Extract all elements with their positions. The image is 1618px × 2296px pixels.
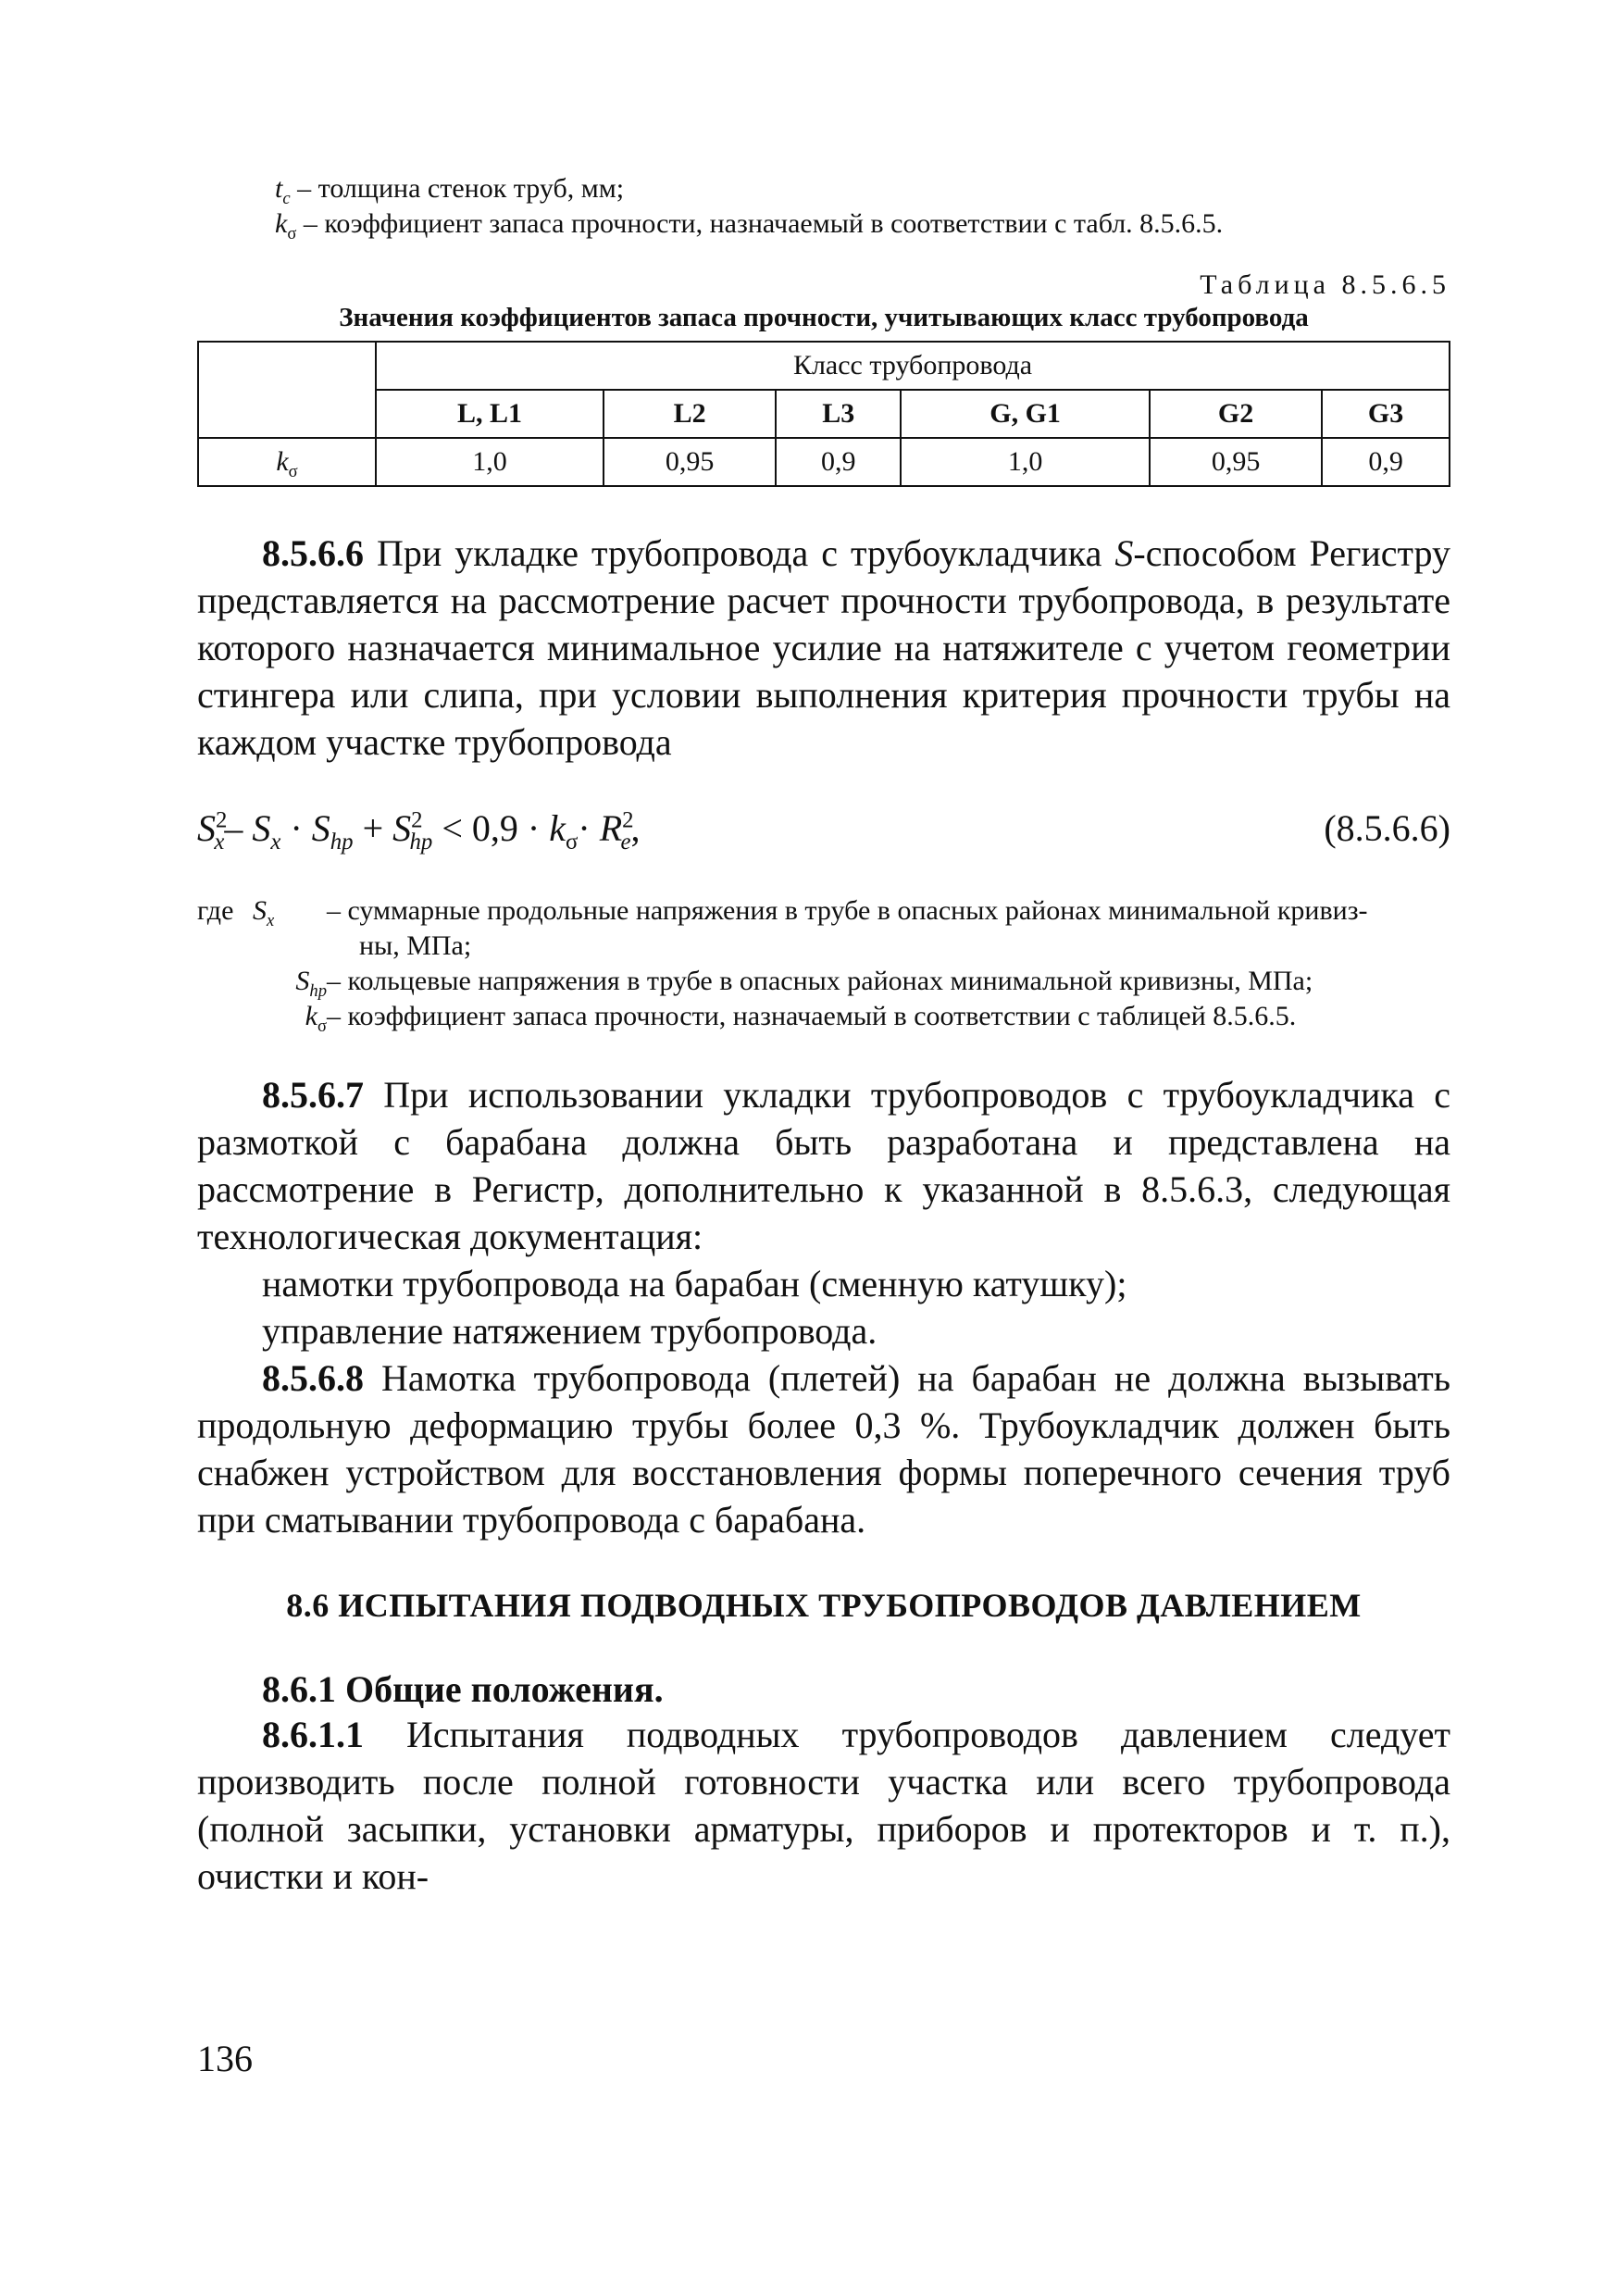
clause-number: 8.5.6.6 [262,532,364,574]
table-cell: 0,95 [1150,438,1322,486]
clause-number: 8.5.6.8 [262,1357,364,1399]
list-item: намотки трубопровода на барабан (сменную катушку); [262,1263,1127,1304]
table-row [198,438,1450,486]
paragraph-8-5-6-6: 8.5.6.6 При укладке трубопровода с трубоукладчика S-способом Регистру представляется на рассмотрение расчет прочности трубопровода, в результате которого назначается минимальное усилие на натяжителе с учетом геометрии стингера или слипа, при условии выполнения критерия прочности трубы на каждом участке трубопровода [197,532,1450,763]
table-cell: 0,9 [1322,438,1450,486]
table-caption: Таблица 8.5.6.5 [1200,269,1450,300]
table-col-header: L, L1 [376,390,604,438]
table-cell: 0,9 [776,438,901,486]
table-group-header: Класс трубопровода [376,342,1450,390]
list-item: управление натяжением трубопровода. [262,1310,877,1352]
table-col-header: G3 [1322,390,1450,438]
def-shp: $S_{hp}$ – кольцевые напряжения в трубе в опасных районах минимальной кривизны, МПа; [295,966,1313,1001]
table-header-row-classes [198,390,1450,438]
paragraph-8-6-1-1: 8.6.1.1 Испытания подводных трубопроводов давлением следует производить после полной готовности участка или всего трубопровода (полной засыпки, установки арматуры, приборов и протекторов и т. п.), очистки и кон- [197,1714,1450,1897]
subsection-heading: 8.6.1 Общие положения. [262,1668,664,1710]
table-header-row-group [198,342,1450,390]
def-sx: где $S_x$ – суммарные продольные напряжения в трубе в опасных районах минимальной кривиз- [197,895,1368,930]
table-corner-cell [198,342,376,438]
table-cell: 0,95 [604,438,776,486]
table-title: Значения коэффициентов запаса прочности, учитывающих класс трубопровода [339,303,1309,332]
def-tc: $t_c$ – толщина стенок труб, мм; [275,173,625,208]
safety-factor-table [197,341,1450,487]
clause-number: 8.6.1.1 [262,1714,364,1755]
top-definitions [197,171,1450,242]
paragraph-8-5-6-7: 8.5.6.7 При использовании укладки трубопроводов с трубоукладчика с размоткой с барабана должна быть разработана и представлена на рассмотрение в Регистр, дополнительно к указанной в 8.5.6.3, следующая технологическая документация: намотки трубопровода на барабан (сменную катушку); управление натяжением трубопровода. [197,1071,1450,1354]
table-cell: 1,0 [376,438,604,486]
def-k-sigma: $k_\sigma$ – коэффициент запаса прочности, назначаемый в соответствии с табл. 8.5.6.5. [275,208,1224,243]
formula-expression: $S^2_x-$ $S_x \cdot S_{hp} + S^2_{hp} < 0,9 \cdot k_\sigma\cdot R^2_e$, [197,807,641,855]
table-col-header: G, G1 [901,390,1150,438]
section-heading: 8.6 ИСПЫТАНИЯ ПОДВОДНЫХ ТРУБОПРОВОДОВ ДАВЛЕНИЕМ [286,1587,1362,1624]
page-number: 136 [197,2038,253,2079]
paragraph-8-5-6-8: 8.5.6.8 Намотка трубопровода (плетей) на барабан не должна вызывать продольную деформацию трубы более 0,3 %. Трубоукладчик должен быть снабжен устройством для восстановления формы поперечного сечения труб при сматывании трубопровода с барабана. [197,1357,1450,1541]
table-row-label: $k_\sigma$ [198,438,376,486]
formula-definitions: где $S_x$ – суммарные продольные напряжения в трубе в опасных районах минимальной кривиз- ны, МПа; $S_{hp}$ – кольцевые напряжения в трубе в опасных районах минимальной кривизны, МПа; $k_\sigma$ – коэффициент запаса прочности, назначаемый в соответствии с таблицей 8.5.6.5. [197,893,1450,1034]
table-cell: 1,0 [901,438,1150,486]
def-k-sigma-2: $k_\sigma$ – коэффициент запаса прочности, назначаемый в соответствии с таблицей 8.5.6.5. [305,1001,1297,1036]
formula-8-5-6-6 [197,806,1450,871]
clause-number: 8.5.6.7 [262,1074,364,1116]
table-col-header: G2 [1150,390,1322,438]
document-page [197,171,1450,1900]
table-col-header: L2 [604,390,776,438]
table-col-header: L3 [776,390,901,438]
formula-number: (8.5.6.6) [1324,807,1450,849]
